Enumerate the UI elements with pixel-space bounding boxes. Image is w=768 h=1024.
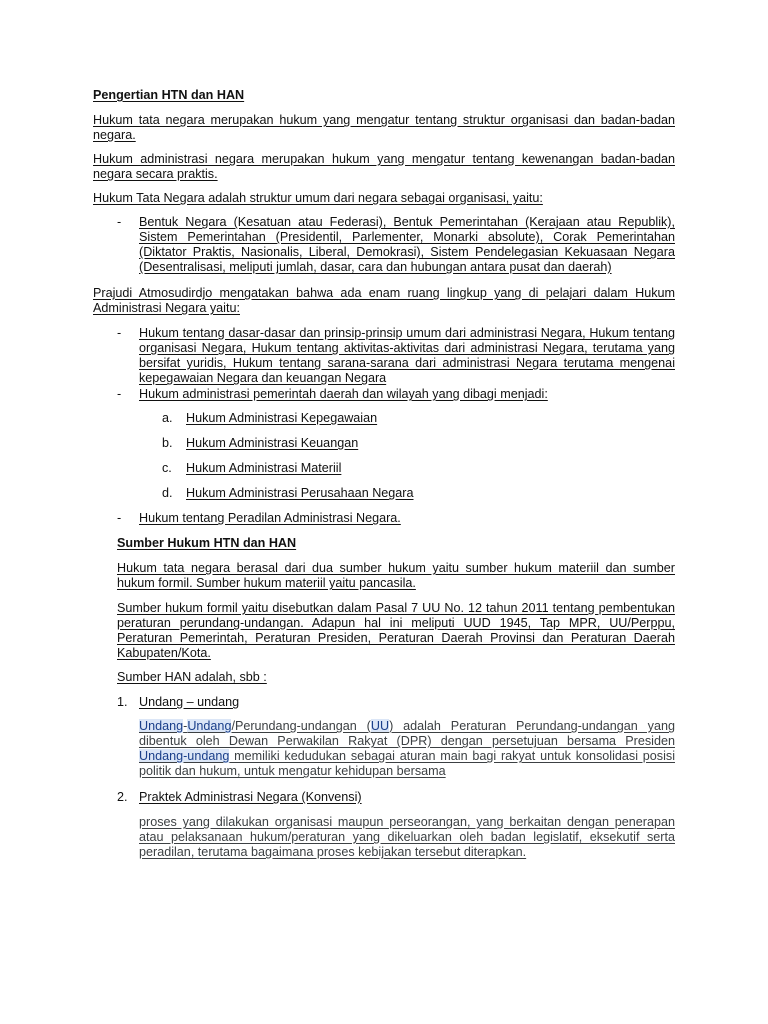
paragraph-konvensi: proses yang dilakukan organisasi maupun perseorangan, yang berkaitan dengan penerapan atau pelaksanaan hukum/peraturan yang dikeluarkan oleh badan legislatif, eksekutif serta peradilan, terutama bagaimana proses kebijakan tersebut diterapkan. — [139, 815, 675, 859]
paragraph-htn-definition: Hukum tata negara merupakan hukum yang mengatur tentang struktur organisasi dan badan-badan negara. — [93, 113, 675, 142]
bullet-peradilan: Hukum tentang Peradilan Administrasi Negara. — [139, 511, 401, 525]
bullet-dash: - — [117, 387, 122, 401]
sub-item-text: Hukum Administrasi Keuangan — [186, 436, 359, 450]
numbered-item-konvensi: Praktek Administrasi Negara (Konvensi) — [139, 790, 362, 804]
bullet-han-scope: Hukum tentang dasar-dasar dan prinsip-prinsip umum dari administrasi Negara, Hukum tentang organisasi Negara, Hukum tentang aktivitas-aktivitas dari administrasi Negara, terutama yang bersifat yuridis, Hukum tentang sarana-sarana dari administrasi Negara terutama mengenai kepegawaian Negara dan keuangan Negara — [139, 326, 675, 385]
bullet-dash: - — [117, 326, 122, 340]
paragraph-htn-structure: Hukum Tata Negara adalah struktur umum dari negara sebagai organisasi, yaitu: — [93, 191, 543, 205]
paragraph-undang-undang: Undang-Undang/Perundang-undangan (UU) adalah Peraturan Perundang-undangan yang dibentuk oleh Dewan Perwakilan Rakyat (DPR) dengan persetujuan bersama Presiden Undang-undang memiliki kedudukan sebagai aturan main bagi rakyat untuk konsolidasi posisi politik dan hukum, untuk mengatur kehidupan bersama — [139, 719, 675, 778]
sub-item-marker: d. — [162, 486, 173, 500]
sub-item-text: Hukum Administrasi Perusahaan Negara — [186, 486, 414, 500]
section-heading: Sumber Hukum HTN dan HAN — [117, 536, 297, 550]
numbered-item-undang: Undang – undang — [139, 695, 240, 709]
link-undang[interactable]: Undang — [139, 719, 184, 733]
sub-item-marker: b. — [162, 436, 173, 450]
sub-item-marker: a. — [162, 411, 173, 425]
sub-item-text: Hukum Administrasi Kepegawaian — [186, 411, 378, 425]
sub-item-text: Hukum Administrasi Materiil — [186, 461, 342, 475]
bullet-dash: - — [117, 215, 122, 229]
numbered-marker: 1. — [117, 695, 128, 709]
sub-item-marker: c. — [162, 461, 172, 475]
paragraph-sumber-formil: Sumber hukum formil yaitu disebutkan dalam Pasal 7 UU No. 12 tahun 2011 tentang pembentukan peraturan perundang-undangan. Adapun hal ini meliputi UUD 1945, Tap MPR, UU/Perppu, Peraturan Pemerintah, Peraturan Presiden, Peraturan Daerah Provinsi dan Peraturan Daerah Kabupaten/Kota. — [117, 601, 675, 660]
bullet-regional-admin: Hukum administrasi pemerintah daerah dan wilayah yang dibagi menjadi: — [139, 387, 548, 401]
paragraph-han-definition: Hukum administrasi negara merupakan hukum yang mengatur tentang kewenangan badan-badan negara secara praktis. — [93, 152, 675, 181]
bullet-htn-structure: Bentuk Negara (Kesatuan atau Federasi), Bentuk Pemerintahan (Kerajaan atau Republik), Sistem Pemerintahan (Presidentil, Parlementer, Monarki absolute), Corak Pemerintahan (Diktator Praktis, Nasionalis, Liberal, Demokrasi), Sistem Pendelegasian Kekuasaan Negara (Desentralisasi, meliputi jumlah, dasar, cara dan hubungan antara pusat dan daerah) — [139, 215, 675, 274]
bullet-dash: - — [117, 511, 122, 525]
page-title: Pengertian HTN dan HAN — [93, 88, 245, 102]
paragraph-sumber-htn: Hukum tata negara berasal dari dua sumber hukum yaitu sumber hukum materiil dan sumber hukum formil. Sumber hukum materiil yaitu pancasila. — [117, 561, 675, 590]
paragraph-sumber-han: Sumber HAN adalah, sbb : — [117, 670, 267, 684]
paragraph-prajudi: Prajudi Atmosudirdjo mengatakan bahwa ada enam ruang lingkup yang di pelajari dalam Hukum Administrasi Negara yaitu: — [93, 286, 675, 315]
link-undang-undang[interactable]: Undang-undang — [139, 749, 230, 763]
link-uu[interactable]: UU — [370, 719, 390, 733]
link-undang-2[interactable]: Undang — [187, 719, 232, 733]
numbered-marker: 2. — [117, 790, 128, 804]
